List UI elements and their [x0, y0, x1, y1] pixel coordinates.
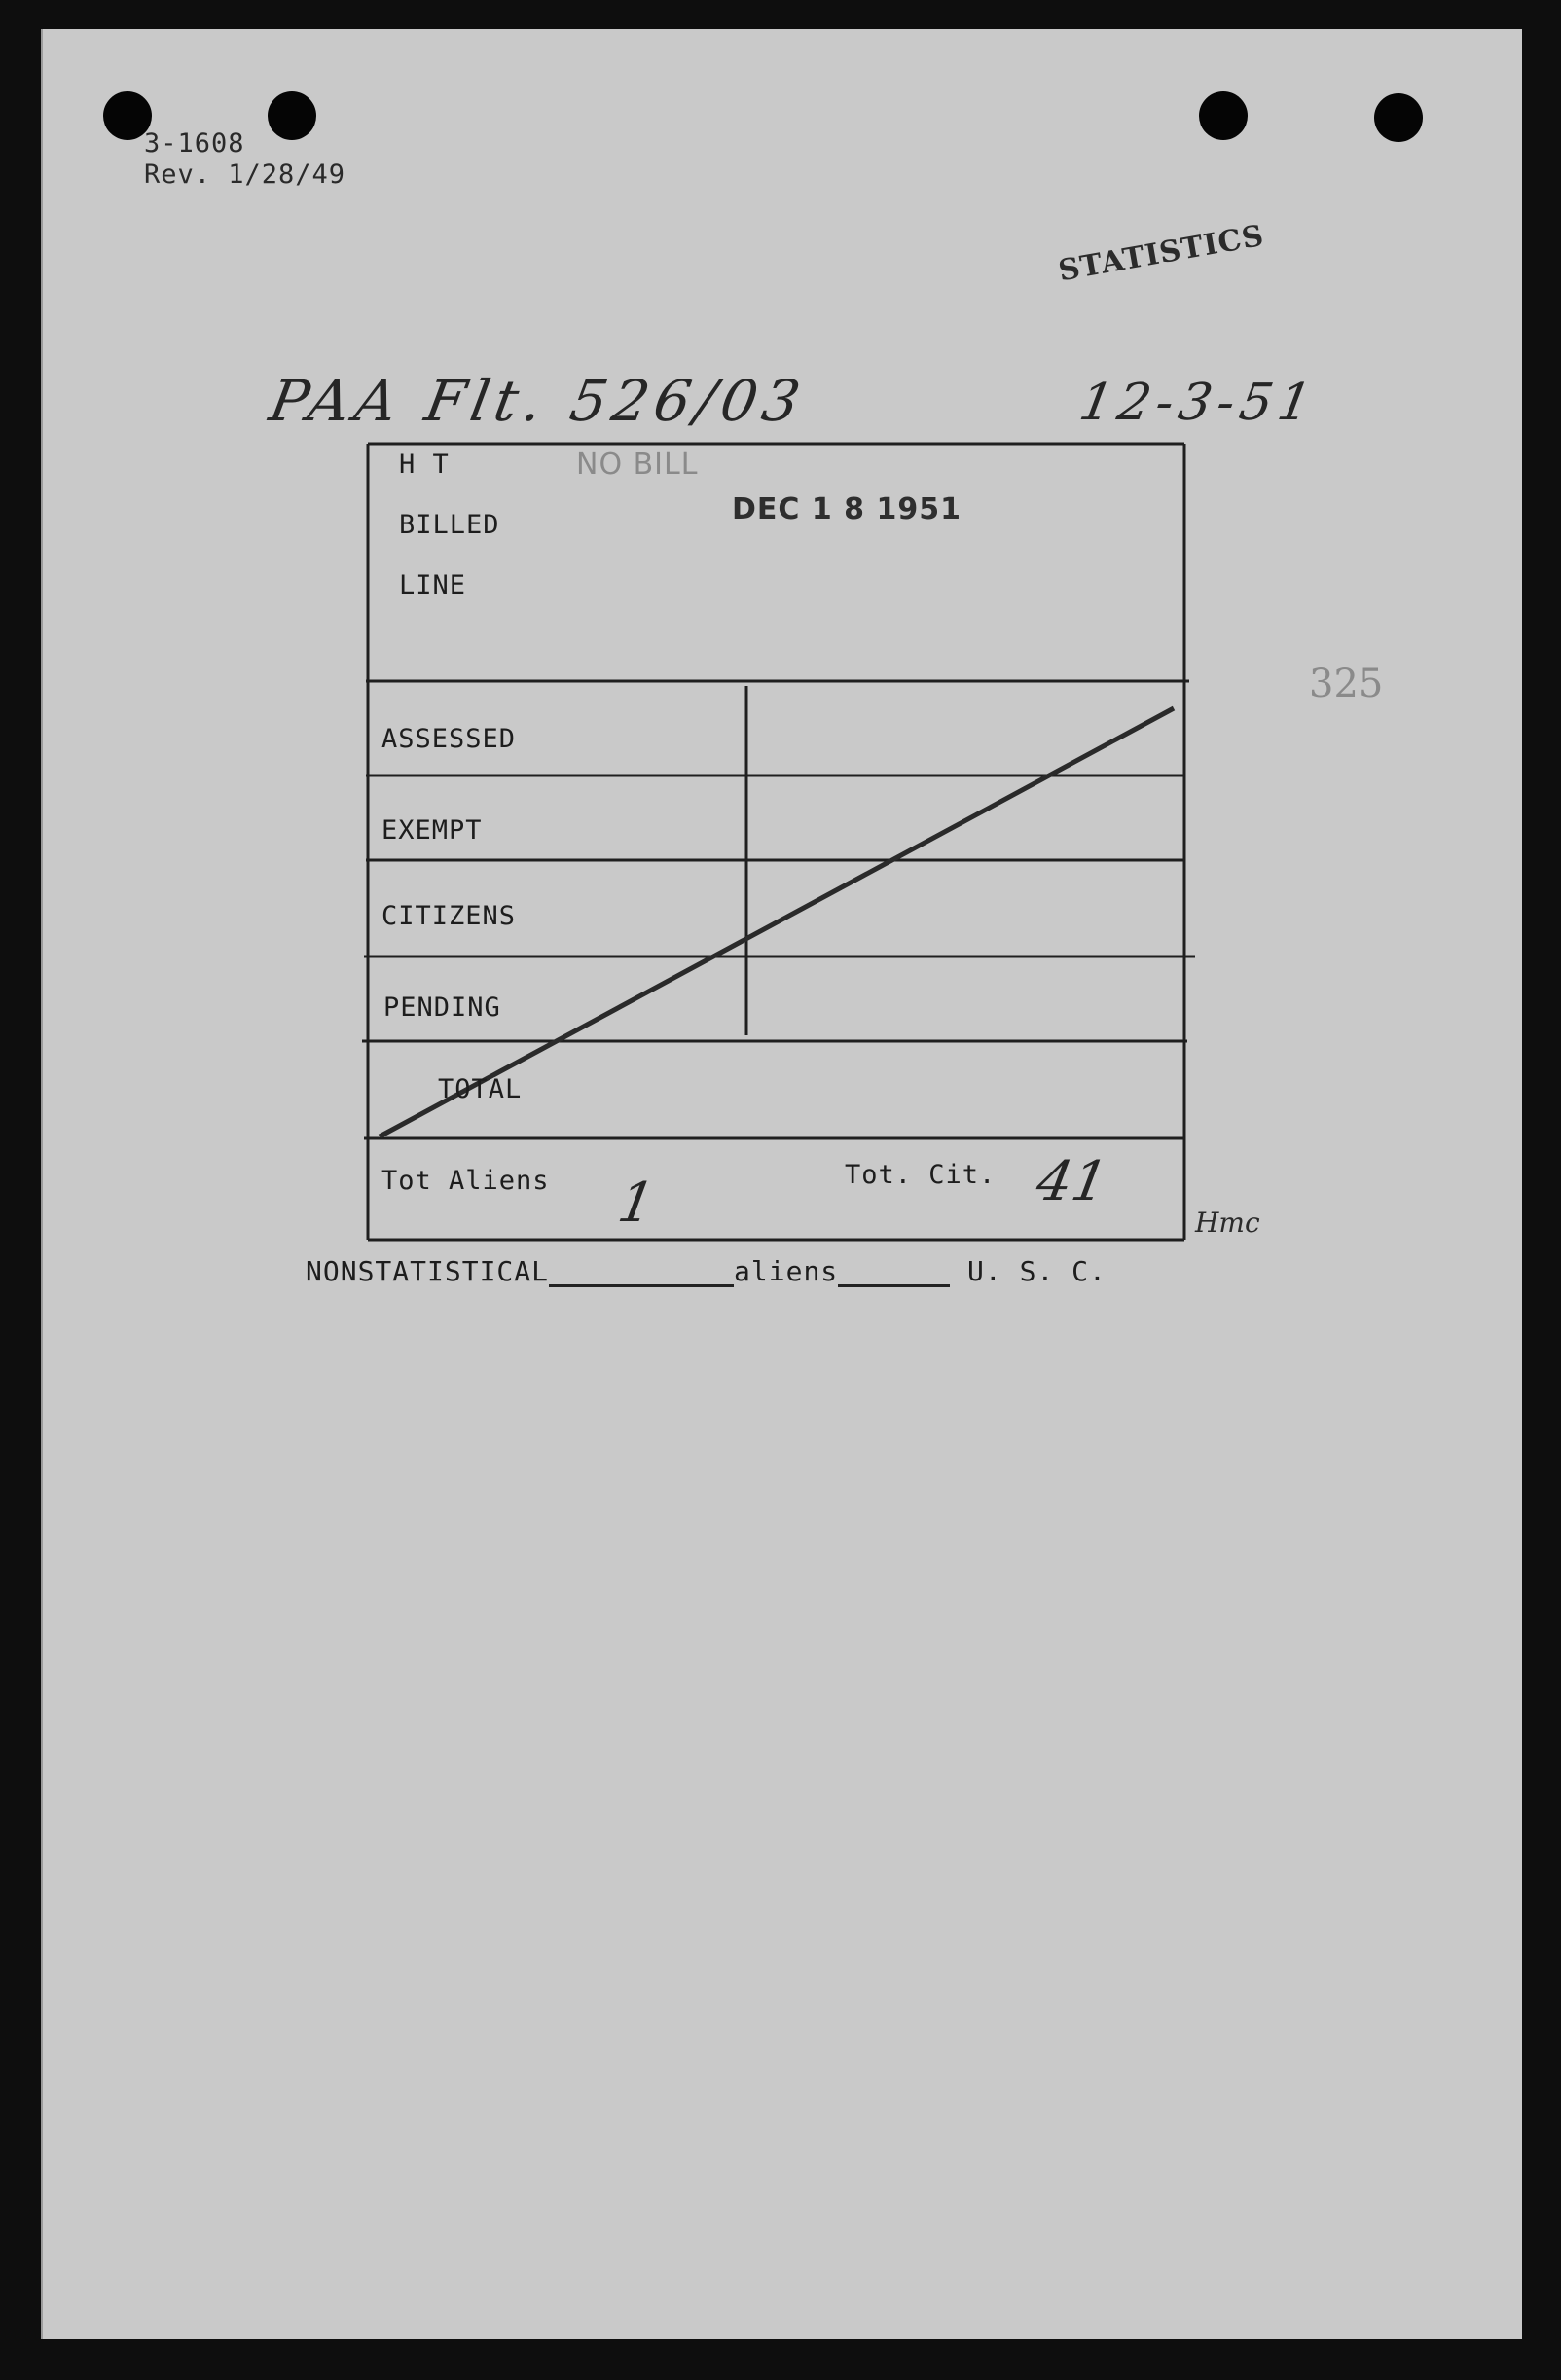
- aliens-label: aliens: [734, 1255, 839, 1287]
- statistics-stamp: STATISTICS: [1056, 218, 1267, 289]
- flight-handwriting: PAA Flt. 526/03: [265, 368, 811, 434]
- tot-aliens-label: Tot Aliens: [381, 1166, 550, 1196]
- header-label-billed: BILLED: [399, 510, 500, 540]
- page-number-stamp: 325: [1309, 662, 1384, 706]
- row-label-assessed: ASSESSED: [381, 724, 517, 754]
- tot-cit-value: 41: [1032, 1150, 1112, 1213]
- row-label-pending: PENDING: [383, 992, 501, 1023]
- total-label: TOTAL: [438, 1074, 523, 1104]
- row-label-citizens: CITIZENS: [381, 901, 517, 931]
- nonstatistical-blank: [549, 1257, 734, 1287]
- form-number: 3-1608: [144, 128, 245, 159]
- initials-handwriting: Hmc: [1195, 1207, 1260, 1239]
- tot-aliens-value: 1: [613, 1172, 660, 1235]
- no-bill-stamp: NO BILL: [576, 448, 699, 482]
- aliens-blank: [838, 1257, 950, 1287]
- received-date-stamp: DEC 1 8 1951: [732, 492, 962, 526]
- row-label-exempt: EXEMPT: [381, 815, 483, 846]
- header-label-ht: H T: [399, 450, 450, 480]
- nonstatistical-line: [306, 1255, 1107, 1287]
- tot-cit-label: Tot. Cit.: [845, 1160, 997, 1190]
- header-label-line: LINE: [399, 570, 467, 600]
- nonstatistical-label: NONSTATISTICAL: [306, 1255, 550, 1287]
- date-handwriting: 12-3-51: [1074, 374, 1322, 432]
- usc-label: U. S. C.: [967, 1255, 1107, 1287]
- form-revision: Rev. 1/28/49: [144, 160, 346, 190]
